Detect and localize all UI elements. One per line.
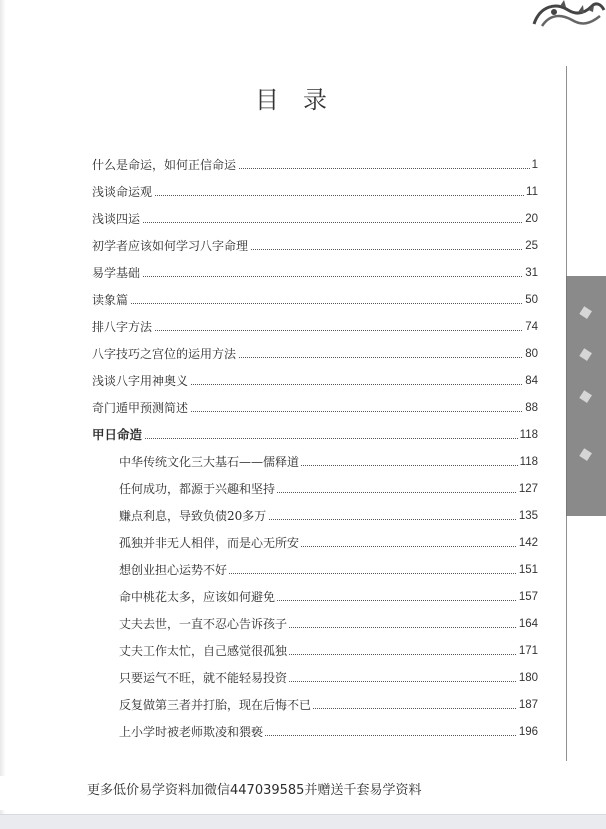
toc-entry-page: 196 — [518, 726, 538, 738]
leader-dots — [92, 303, 538, 304]
side-tab-ornament: ◆ — [576, 384, 594, 408]
toc-entry-page: 1 — [531, 159, 538, 171]
side-tab-ornament: ◆ — [576, 442, 594, 466]
toc-entry[interactable] — [92, 319, 538, 335]
toc-entry[interactable] — [92, 400, 538, 416]
toc-entry[interactable] — [92, 184, 538, 200]
toc-entry-title: 什么是命运，如何正信命运 — [92, 158, 237, 172]
leader-dots — [92, 438, 538, 439]
toc-entry-title: 易学基础 — [92, 266, 141, 280]
toc-entry[interactable] — [92, 346, 538, 362]
toc-entry-page: 118 — [519, 429, 538, 441]
toc-entry-page: 20 — [525, 213, 538, 225]
toc-entry-title: 奇门遁甲预测简述 — [92, 401, 189, 415]
toc-entry-page: 180 — [518, 672, 538, 684]
toc-entry-page: 135 — [518, 510, 538, 522]
toc-subentry[interactable] — [119, 724, 538, 740]
toc-subentry-title: 赚点利息，导致负债20多万 — [119, 509, 267, 523]
toc-subentry[interactable] — [119, 535, 538, 551]
toc-subentry[interactable] — [119, 616, 538, 632]
toc-entry-page: 157 — [518, 591, 538, 603]
toc-entry[interactable] — [92, 238, 538, 254]
toc-entry-page: 31 — [525, 267, 538, 279]
toc-entry[interactable] — [92, 265, 538, 281]
viewer-bottom-strip — [0, 814, 606, 829]
toc-entry-page: 84 — [525, 375, 538, 387]
toc-section-heading[interactable] — [92, 427, 538, 443]
toc-subentry[interactable] — [119, 643, 538, 659]
toc-entry[interactable] — [92, 292, 538, 308]
toc-entry-page: 118 — [519, 456, 538, 468]
toc-subentry[interactable] — [119, 562, 538, 578]
toc-entry-title: 浅谈四运 — [92, 212, 141, 226]
toc-entry-page: 127 — [518, 483, 538, 495]
leader-dots — [92, 276, 538, 277]
toc-subentry-title: 丈夫去世，一直不忍心告诉孩子 — [119, 617, 288, 631]
toc-entry-title: 读象篇 — [92, 293, 129, 307]
leader-dots — [92, 330, 538, 331]
toc-entry-title: 初学者应该如何学习八字命理 — [92, 239, 249, 253]
promo-text: 更多低价易学资料加微信447039585并赠送千套易学资料 — [87, 783, 422, 798]
toc-entry-page: 142 — [518, 537, 538, 549]
toc-entry-title: 浅谈命运观 — [92, 185, 153, 199]
side-tab-ornament: ◆ — [576, 342, 594, 366]
toc-entry-page: 151 — [518, 564, 538, 576]
toc-entry-title: 八字技巧之宫位的运用方法 — [92, 347, 237, 361]
toc-subentry[interactable] — [119, 697, 538, 713]
toc-entry-page: 74 — [525, 321, 538, 333]
toc-entry[interactable] — [92, 373, 538, 389]
toc-subentry[interactable] — [119, 508, 538, 524]
toc-subentry-title: 上小学时被老师欺凌和猥亵 — [119, 725, 264, 739]
toc-entry-page: 25 — [525, 240, 538, 252]
toc-entry-title: 浅谈八字用神奥义 — [92, 374, 189, 388]
toc-entry-page: 80 — [525, 348, 538, 360]
leader-dots — [92, 222, 538, 223]
toc-subentry-title: 孤独并非无人相伴，而是心无所安 — [119, 536, 300, 550]
toc-entry-title: 排八字方法 — [92, 320, 153, 334]
toc-subentry-title: 反复做第三者并打胎，现在后悔不已 — [119, 698, 312, 712]
toc-subentry-title: 丈夫工作太忙，自己感觉很孤独 — [119, 644, 288, 658]
toc-entry-page: 164 — [518, 618, 538, 630]
toc-entry[interactable] — [92, 157, 538, 173]
toc-entry-page: 171 — [518, 645, 538, 657]
toc-entry[interactable] — [92, 211, 538, 227]
leader-dots — [92, 195, 538, 196]
toc-section-title: 甲日命造 — [92, 427, 143, 442]
toc-subentry[interactable] — [119, 454, 538, 470]
toc-entry-page: 88 — [525, 402, 538, 414]
toc-subentry-title: 想创业担心运势不好 — [119, 563, 228, 577]
toc-subentry-title: 只要运气不旺，就不能轻易投资 — [119, 671, 288, 685]
toc-subentry-title: 命中桃花太多，应该如何避免 — [119, 590, 276, 604]
toc-subentry-title: 中华传统文化三大基石——儒释道 — [119, 455, 300, 469]
toc-subentry[interactable] — [119, 481, 538, 497]
side-tab-ornament: ◆ — [576, 300, 594, 324]
toc-subentry[interactable] — [119, 670, 538, 686]
toc-subentry-title: 任何成功，都源于兴趣和坚持 — [119, 482, 276, 496]
toc-entry-page: 187 — [518, 699, 538, 711]
toc-entry-page: 11 — [526, 186, 538, 198]
toc-subentry[interactable] — [119, 589, 538, 605]
toc-entry-page: 50 — [525, 294, 538, 306]
page-title: 目录 — [255, 86, 351, 114]
